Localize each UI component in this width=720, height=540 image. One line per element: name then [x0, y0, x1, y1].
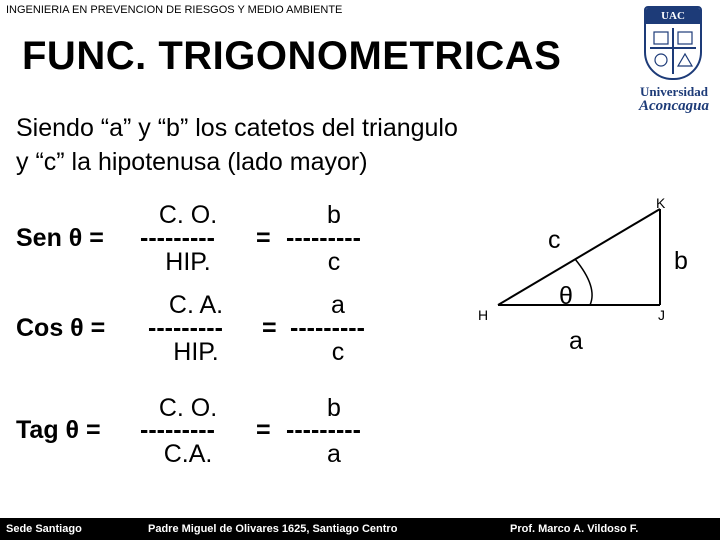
sen-den1: HIP.: [165, 248, 211, 276]
tag-den2: a: [327, 440, 341, 468]
cos-dashes2: ---------: [290, 314, 365, 342]
sen-den2: c: [327, 248, 341, 276]
hypotenuse-line: [498, 209, 660, 305]
footer-center: Padre Miguel de Olivares 1625, Santiago Centro: [148, 523, 398, 535]
logo-name-line-1: Universidad: [640, 84, 708, 99]
side-a-label: a: [569, 327, 583, 355]
page-title: FUNC. TRIGONOMETRICAS: [22, 34, 562, 78]
vertex-h-label: H: [478, 307, 489, 323]
cos-num2: a: [331, 291, 345, 319]
footer-right: Prof. Marco A. Vildoso F.: [510, 523, 639, 535]
sen-num1: C. O.: [158, 201, 218, 229]
footer-left: Sede Santiago: [6, 523, 82, 535]
sen-label: Sen θ =: [16, 224, 104, 252]
sen-num2: b: [327, 201, 341, 229]
angle-arc: [575, 259, 592, 305]
sen-dashes2: ---------: [286, 224, 361, 252]
cos-equals: =: [262, 314, 277, 342]
side-c-label: c: [548, 226, 561, 254]
cos-num1: C. A.: [168, 291, 224, 319]
tag-equals: =: [256, 416, 271, 444]
side-b-label: b: [674, 247, 688, 275]
intro-line-2: y “c” la hipotenusa (lado mayor): [16, 148, 368, 176]
tag-num1: C. O.: [158, 394, 218, 422]
logo-name-line-2: Aconcagua: [638, 98, 709, 114]
tag-label: Tag θ =: [16, 416, 101, 444]
university-logo: [632, 6, 716, 116]
tag-dashes1: ---------: [140, 416, 215, 444]
logo-shield: [644, 6, 702, 80]
footer-bar: [0, 518, 720, 540]
cos-dashes1: ---------: [148, 314, 223, 342]
sen-equals: =: [256, 224, 271, 252]
logo-emblem-icon: [650, 28, 696, 74]
right-triangle-diagram: [470, 195, 720, 360]
theta-label: θ: [559, 282, 573, 310]
vertex-j-label: J: [658, 307, 665, 323]
logo-badge-text: UAC: [646, 8, 700, 24]
tag-dashes2: ---------: [286, 416, 361, 444]
cos-den2: c: [331, 338, 345, 366]
cos-label: Cos θ =: [16, 314, 106, 342]
cos-den1: HIP.: [173, 338, 219, 366]
sen-dashes1: ---------: [140, 224, 215, 252]
vertex-k-label: K: [656, 195, 666, 211]
tag-num2: b: [327, 394, 341, 422]
tag-den1: C.A.: [163, 440, 213, 468]
header-text: INGENIERIA EN PREVENCION DE RIESGOS Y MEDIO AMBIENTE: [6, 4, 343, 16]
intro-line-1: Siendo “a” y “b” los catetos del triangulo: [16, 114, 458, 142]
